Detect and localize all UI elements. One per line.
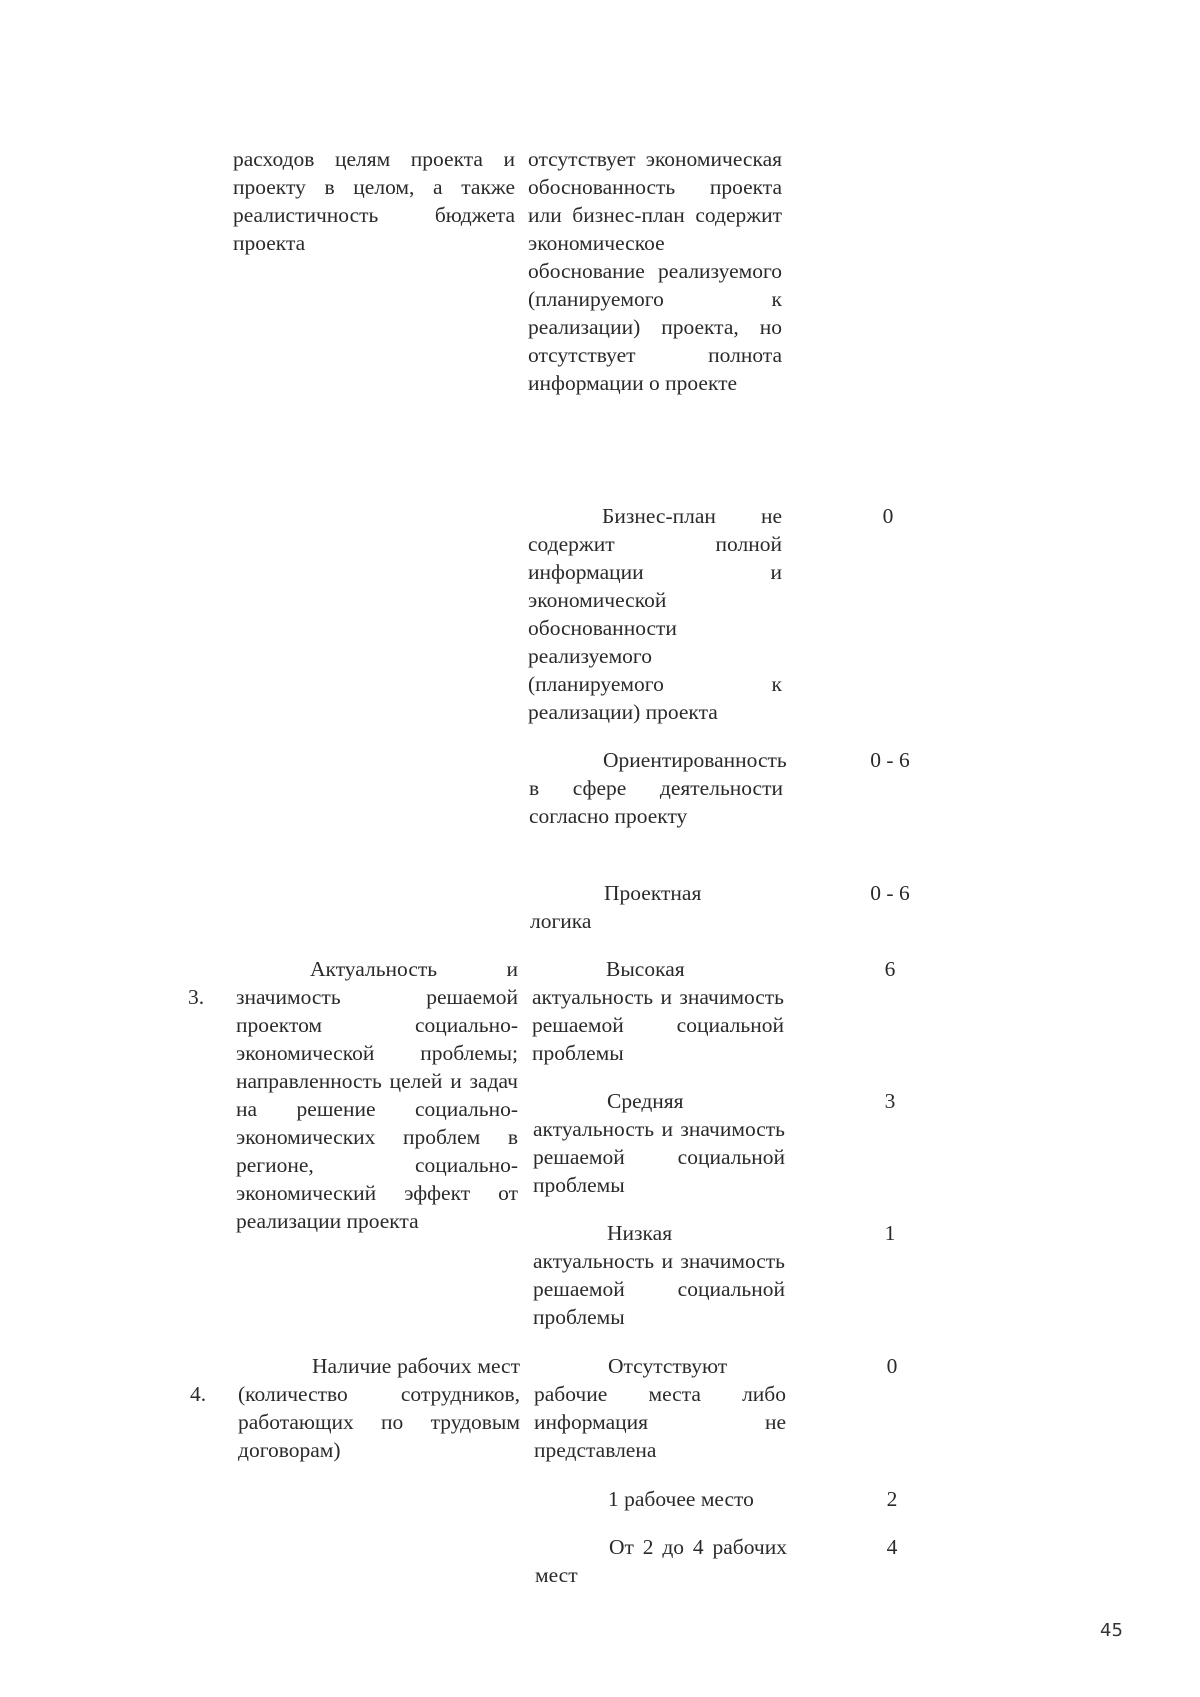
option-score: 1: [884, 1221, 896, 1245]
option-description: 1 рабочее место: [608, 1487, 754, 1511]
option-score: 0 - 6: [870, 881, 910, 905]
option-score: 0: [882, 504, 894, 528]
option-description: отсутствует экономическая обоснованность проекта или бизнес-план содержит экономическое обоснование реализуемого (планируемого к реализации) проекта, но отсутствует полнота информации о проекте: [528, 147, 782, 395]
criterion-text: Актуальность и значимость решаемой проектом социально-экономической проблемы; направленность целей и задач на решение социально-экономических проблем в регионе, социально-экономический эффект от реализации проекта: [236, 957, 518, 1233]
row-number: 3.: [188, 985, 205, 1009]
option-score: 4: [886, 1535, 898, 1559]
option-score: 2: [886, 1487, 898, 1511]
option-description: Низкая актуальность и значимость решаемой социальной проблемы: [533, 1221, 785, 1329]
option-description: Бизнес-план не содержит полной информации и экономической обоснованности реализуемого (планируемого к реализации) проекта: [528, 504, 782, 724]
option-score: 6: [884, 957, 896, 981]
option-score: 0: [886, 1354, 898, 1378]
page-number: 45: [1100, 1620, 1123, 1641]
option-description: Средняя актуальность и значимость решаемой социальной проблемы: [533, 1089, 785, 1197]
option-score: 3: [884, 1089, 896, 1113]
option-description: Отсутствуют рабочие места либо информация не представлена: [534, 1354, 786, 1462]
option-score: 0 - 6: [870, 748, 910, 772]
option-description: Проектная логика: [530, 881, 702, 933]
row-number: 4.: [190, 1382, 207, 1406]
option-description: Высокая актуальность и значимость решаемой социальной проблемы: [532, 957, 784, 1065]
option-description: От 2 до 4 рабочих мест: [535, 1535, 787, 1587]
criterion-text: расходов целям проекта и проекту в целом, а также реалистичность бюджета проекта: [233, 147, 515, 255]
option-description: Ориентированность в сфере деятельности согласно проекту: [529, 748, 787, 828]
criterion-text: Наличие рабочих мест (количество сотрудников, работающих по трудовым договорам): [238, 1354, 520, 1462]
